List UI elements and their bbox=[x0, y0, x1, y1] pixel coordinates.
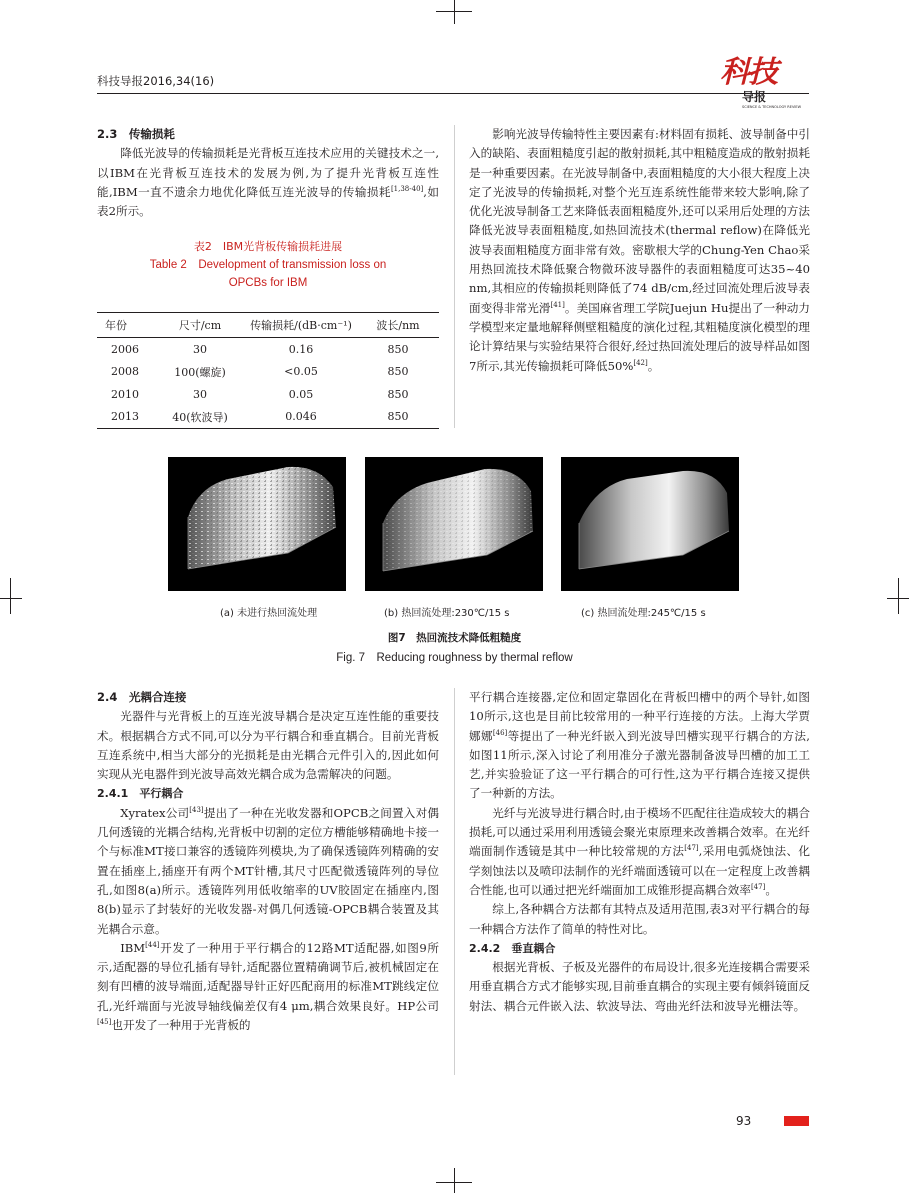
surface-plot bbox=[168, 457, 346, 591]
table-cell: 30 bbox=[193, 342, 207, 356]
logo-main: 科技 bbox=[720, 55, 776, 90]
page-number-bar bbox=[784, 1116, 809, 1126]
table-cell: 850 bbox=[387, 342, 409, 356]
table-row bbox=[97, 383, 439, 406]
figure-subcaption-c: (c) 热回流处理:245℃/15 s bbox=[581, 608, 706, 619]
paragraph: 光纤与光波导进行耦合时,由于模场不匹配往往造成较大的耦合损耗,可以通过采用利用透镜会聚光束原理来改善耦合效率。在光纤端面制作透镜是其中一种比较常规的方法[47],采用电弧烧蚀法、化学刻蚀法以及喷印法制作的光纤端面透镜可以在一定程度上改善耦合性能,也可以通过把光纤端面加工成锥形提高耦合效率[47]。 bbox=[469, 805, 810, 897]
column-divider bbox=[454, 688, 455, 1075]
citation: [42] bbox=[633, 358, 648, 367]
running-head: 科技导报2016,34(16) bbox=[97, 74, 215, 88]
journal-logo bbox=[716, 56, 814, 114]
subsection-heading: 2.4.1 平行耦合 bbox=[97, 787, 184, 801]
figure-7b-image bbox=[365, 457, 543, 591]
table-cell: 2008 bbox=[111, 365, 139, 379]
figure-7a-image bbox=[168, 457, 346, 591]
table-row bbox=[97, 338, 439, 361]
paragraph: IBM[44]开发了一种用于平行耦合的12路MT适配器,如图9所示,适配器的导位孔插有导针,适配器位置精确调节后,被机械固定在刻有凹槽的波导端面,适配器导针正好匹配商用的标准MT跳线定位孔,光纤端面与光波导轴线偏差仅有4 μm,耦合效果良好。HP公司[45]也开发了一种用于光背板的 bbox=[97, 940, 439, 1033]
table-row bbox=[97, 406, 439, 429]
table-cell: 0.16 bbox=[288, 342, 314, 356]
paragraph: 光器件与光背板上的互连光波导耦合是决定互连性能的重要技术。根据耦合方式不同,可以分为平行耦合和垂直耦合。目前光背板互连系统中,相当大部分的光损耗是由光耦合元件引入的,因此如何实现从光电器件到光波导高效光耦合成为急需解决的问题。 bbox=[97, 709, 439, 782]
table-row bbox=[97, 361, 439, 384]
figure-7c-image bbox=[561, 457, 739, 591]
crop-mark bbox=[454, 0, 455, 24]
citation: [46] bbox=[492, 728, 508, 737]
paragraph: Xyratex公司[43]提出了一种在光收发器和OPCB之间置入对偶几何透镜的光耦合结构,光背板中切割的定位方槽能够精确地卡接一个与标准MT接口兼容的透镜阵列模块,为了确保透镜阵列精确的安置在插座上,插座开有两个MT针槽,其尺寸匹配微透镜阵列的导位孔,如图8(a)所示。透镜阵列用低收缩率的UV胶固定在插座内,图8(b)显示了封装好的光收发器-对偶几何透镜-OPCB耦合装置及其光耦合示意。 bbox=[97, 805, 439, 936]
crop-mark bbox=[898, 578, 899, 614]
citation: [44] bbox=[145, 941, 160, 949]
crop-mark bbox=[454, 1168, 455, 1193]
table-cell: 2013 bbox=[97, 406, 155, 429]
citation: [45] bbox=[97, 1018, 112, 1027]
citation: [47] bbox=[684, 844, 699, 853]
logo-english: SCIENCE & TECHNOLOGY REVIEW bbox=[742, 105, 802, 109]
column-header: 传输损耗/(dB·cm⁻¹) bbox=[245, 313, 357, 338]
section-2-3 bbox=[97, 125, 439, 221]
paragraph: 降低光波导的传输损耗是光背板互连技术应用的关键技术之一,以IBM在光背板互连技术的发展为例,为了提升光背板互连性能,IBM一直不遗余力地优化降低互连光波导的传输损耗[1,38-40],如表2所示。 bbox=[97, 146, 439, 219]
figure-caption-cn: 图7 热回流技术降低粗糙度 bbox=[387, 632, 522, 644]
right-column-bottom bbox=[469, 688, 810, 1016]
table-caption-en: Table 2 Development of transmission loss on OPCBs for IBM bbox=[149, 259, 387, 289]
table-2 bbox=[97, 312, 439, 429]
table-cell: 0.046 bbox=[245, 406, 357, 429]
table-cell: 2010 bbox=[111, 387, 139, 401]
section-heading: 2.3 传输损耗 bbox=[97, 127, 175, 141]
figure-subcaption-a: (a) 未进行热回流处理 bbox=[220, 608, 318, 619]
column-header: 年份 bbox=[97, 313, 155, 338]
crop-mark bbox=[10, 578, 11, 614]
column-divider bbox=[454, 125, 455, 428]
table-cell: 100(螺旋) bbox=[174, 365, 226, 379]
figure-caption-en: Fig. 7 Reducing roughness by thermal reflow bbox=[336, 652, 573, 664]
table-cell: 0.05 bbox=[288, 387, 314, 401]
header-rule bbox=[97, 93, 809, 94]
section-2-4 bbox=[97, 688, 439, 1035]
surface-plot bbox=[365, 457, 543, 591]
column-header: 波长/nm bbox=[357, 313, 439, 338]
crop-mark bbox=[0, 598, 22, 599]
table-header-row bbox=[97, 313, 439, 338]
table-cell: 40(软波导) bbox=[155, 406, 245, 429]
citation: [1,38-40] bbox=[390, 185, 424, 194]
page-number: 93 bbox=[736, 1114, 752, 1128]
logo-sub: 导报 bbox=[742, 90, 767, 104]
surface-plot bbox=[561, 457, 739, 591]
table-cell: 850 bbox=[387, 365, 409, 379]
subsection-heading: 2.4.2 垂直耦合 bbox=[469, 941, 556, 955]
table-cell: 850 bbox=[387, 387, 409, 401]
paragraph: 平行耦合连接器,定位和固定靠固化在背板凹槽中的两个导针,如图10所示,这也是目前比较常用的一种平行连接的方法。上海大学贾娜娜[46]等提出了一种光纤嵌入到光波导凹槽实现平行耦合的方法,如图11所示,深入讨论了利用准分子激光器制备波导凹槽的加工工艺,并实验验证了这一平行耦合的可行性,这为平行耦合连接又提供了一种新的方法。 bbox=[469, 690, 810, 801]
citation: [43] bbox=[189, 805, 204, 814]
section-heading: 2.4 光耦合连接 bbox=[97, 690, 187, 704]
table-cell: 850 bbox=[357, 406, 439, 429]
paragraph: 根据光背板、子板及光器件的布局设计,很多光连接耦合需要采用垂直耦合方式才能够实现,目前垂直耦合的实现主要有倾斜镜面反射法、耦合元件嵌入法、软波导法、弯曲光纤法和波导光栅法等。 bbox=[469, 960, 810, 1013]
table-cell: <0.05 bbox=[284, 365, 318, 379]
citation: [47] bbox=[750, 883, 766, 892]
right-column-top bbox=[469, 125, 810, 376]
paragraph: 影响光波导传输特性主要因素有:材料固有损耗、波导制备中引入的缺陷、表面粗糙度引起的散射损耗,其中粗糙度造成的散射损耗是一种重要因素。在光波导制备中,表面粗糙度的大小很大程度上决定了光波导的传输损耗,对整个光互连系统性能带来较大影响,除了优化光波导制备工艺来降低表面粗糙度外,还可以采用后处理的方法降低光波导表面粗糙度,如热回流技术(thermal reflow)在降低光波导表面粗糙度方面非常有效。密歇根大学的Chung-Yen Chao采用热回流技术降低聚合物微环波导器件的表面粗糙度可达35~40 nm,其相应的传输损耗则降低了74 dB/cm,经过回流处理后波导表面变得非常光滑[41]。美国麻省理工学院Juejun Hu提出了一种动力学模型来定量地解释侧壁粗糙度的演化过程,其粗糙度演化模型的理论计算结果与实验结果符合很好,经过热回流处理后的波导样品如图7所示,其光传输损耗可降低50%[42]。 bbox=[469, 127, 810, 373]
table-cell: 30 bbox=[193, 387, 207, 401]
citation: [41] bbox=[550, 300, 565, 309]
paragraph: 综上,各种耦合方法都有其特点及适用范围,表3对平行耦合的每一种耦合方法作了简单的特性对比。 bbox=[469, 902, 810, 936]
table-caption-cn: 表2 IBM光背板传输损耗进展 bbox=[193, 240, 343, 253]
figure-subcaption-b: (b) 热回流处理:230℃/15 s bbox=[384, 608, 510, 619]
column-header: 尺寸/cm bbox=[155, 313, 245, 338]
table-cell: 2006 bbox=[111, 342, 139, 356]
